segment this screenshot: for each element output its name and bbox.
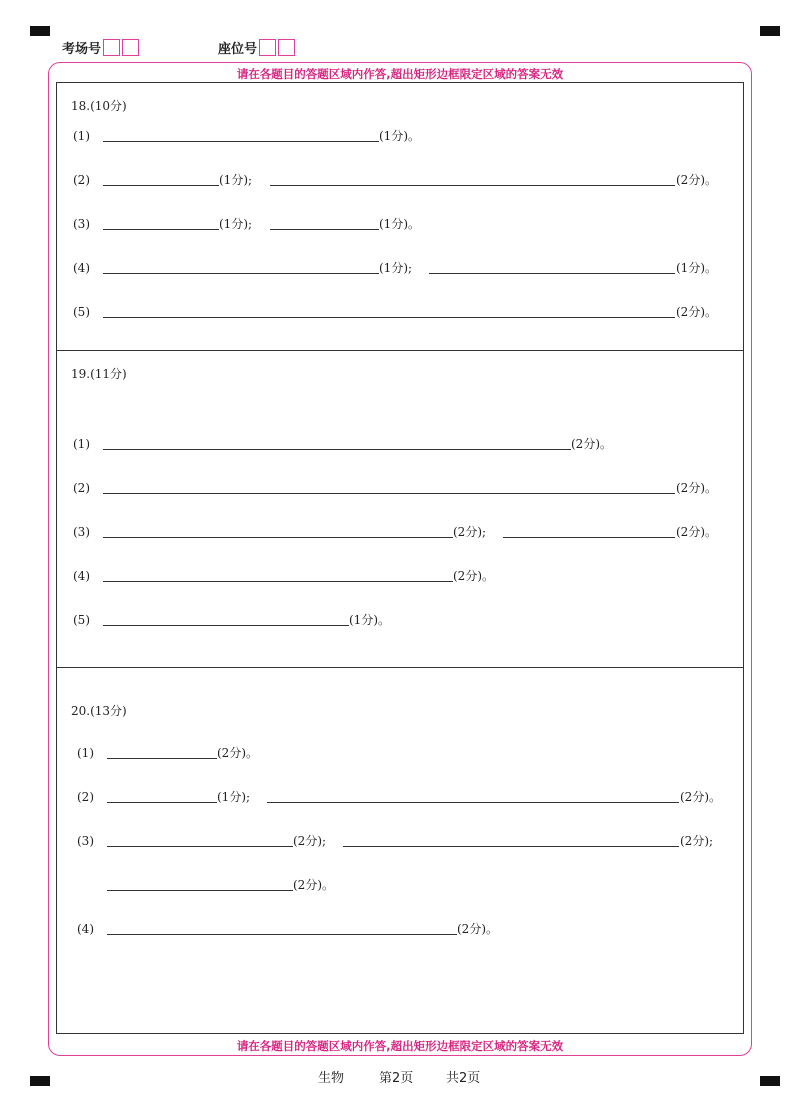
answer-blank[interactable] bbox=[103, 537, 453, 538]
footer-subject: 生物 bbox=[318, 1071, 345, 1086]
seat-field bbox=[218, 38, 295, 57]
question-19 bbox=[57, 351, 743, 668]
question-18 bbox=[57, 83, 743, 351]
answer-row bbox=[57, 834, 743, 852]
answer-blank[interactable] bbox=[107, 802, 217, 803]
score-text: (2分); bbox=[453, 525, 487, 539]
answer-row bbox=[57, 613, 743, 631]
answer-blank[interactable] bbox=[107, 934, 457, 935]
score-text: (2分); bbox=[293, 834, 327, 848]
question-title: 19.(11分) bbox=[71, 367, 127, 381]
score-text: (2分)。 bbox=[676, 525, 717, 539]
score-text: (2分)。 bbox=[453, 569, 494, 583]
score-text: (2分)。 bbox=[293, 878, 334, 892]
item-label: (4) bbox=[73, 261, 90, 275]
answer-blank[interactable] bbox=[267, 802, 679, 803]
score-text: (2分)。 bbox=[571, 437, 612, 451]
seat-box-2[interactable] bbox=[278, 39, 295, 56]
answer-blank[interactable] bbox=[503, 537, 675, 538]
item-label: (1) bbox=[73, 129, 90, 143]
score-text: (1分)。 bbox=[349, 613, 390, 627]
exam-room-field bbox=[62, 38, 139, 57]
score-text: (2分); bbox=[680, 834, 714, 848]
registration-mark-top-left bbox=[30, 26, 50, 36]
answer-row bbox=[57, 437, 743, 455]
answer-blank[interactable] bbox=[270, 185, 675, 186]
item-label: (1) bbox=[73, 437, 90, 451]
answer-blank[interactable] bbox=[103, 493, 675, 494]
notice-bottom: 请在各题目的答题区域内作答,超出矩形边框限定区域的答案无效 bbox=[236, 1039, 564, 1053]
score-text: (1分)。 bbox=[379, 217, 420, 231]
exam-room-box-2[interactable] bbox=[122, 39, 139, 56]
seat-box-1[interactable] bbox=[259, 39, 276, 56]
score-text: (1分); bbox=[217, 790, 251, 804]
item-label: (2) bbox=[73, 481, 90, 495]
score-text: (1分)。 bbox=[676, 261, 717, 275]
answer-blank[interactable] bbox=[107, 890, 293, 891]
answer-row bbox=[57, 569, 743, 587]
notice-top: 请在各题目的答题区域内作答,超出矩形边框限定区域的答案无效 bbox=[236, 67, 564, 81]
item-label: (2) bbox=[77, 790, 94, 804]
question-20 bbox=[57, 668, 743, 1033]
answer-blank[interactable] bbox=[103, 185, 219, 186]
registration-mark-bottom-right bbox=[760, 1076, 780, 1086]
answer-row bbox=[57, 878, 743, 896]
item-label: (2) bbox=[73, 173, 90, 187]
answer-blank[interactable] bbox=[103, 449, 571, 450]
score-text: (1分); bbox=[219, 217, 253, 231]
answer-row bbox=[57, 746, 743, 764]
exam-room-label: 考场号 bbox=[62, 42, 102, 57]
item-label: (3) bbox=[73, 217, 90, 231]
answer-row bbox=[57, 525, 743, 543]
answer-row bbox=[57, 129, 743, 147]
score-text: (2分)。 bbox=[680, 790, 721, 804]
answer-row bbox=[57, 217, 743, 235]
answer-blank[interactable] bbox=[103, 229, 219, 230]
answer-box bbox=[56, 82, 744, 1034]
answer-blank[interactable] bbox=[103, 273, 379, 274]
answer-blank[interactable] bbox=[107, 846, 293, 847]
footer-total-pages: 共2页 bbox=[446, 1071, 481, 1086]
score-text: (1分); bbox=[379, 261, 413, 275]
answer-blank[interactable] bbox=[103, 581, 453, 582]
answer-blank[interactable] bbox=[270, 229, 379, 230]
question-title: 20.(13分) bbox=[71, 704, 127, 718]
seat-label: 座位号 bbox=[218, 42, 258, 57]
item-label: (4) bbox=[77, 922, 94, 936]
score-text: (1分); bbox=[219, 173, 253, 187]
answer-blank[interactable] bbox=[103, 317, 675, 318]
answer-blank[interactable] bbox=[103, 625, 349, 626]
item-label: (4) bbox=[73, 569, 90, 583]
footer-page-number: 第2页 bbox=[379, 1071, 414, 1086]
score-text: (2分)。 bbox=[217, 746, 258, 760]
answer-blank[interactable] bbox=[429, 273, 675, 274]
item-label: (3) bbox=[73, 525, 90, 539]
item-label: (5) bbox=[73, 613, 90, 627]
score-text: (2分)。 bbox=[676, 305, 717, 319]
answer-blank[interactable] bbox=[343, 846, 679, 847]
question-title: 18.(10分) bbox=[71, 99, 127, 113]
exam-room-box-1[interactable] bbox=[103, 39, 120, 56]
item-label: (5) bbox=[73, 305, 90, 319]
answer-blank[interactable] bbox=[107, 758, 217, 759]
registration-mark-top-right bbox=[760, 26, 780, 36]
answer-row bbox=[57, 261, 743, 279]
answer-row bbox=[57, 790, 743, 808]
score-text: (2分)。 bbox=[457, 922, 498, 936]
registration-mark-bottom-left bbox=[30, 1076, 50, 1086]
score-text: (2分)。 bbox=[676, 173, 717, 187]
answer-blank[interactable] bbox=[103, 141, 379, 142]
answer-row bbox=[57, 305, 743, 323]
item-label: (1) bbox=[77, 746, 94, 760]
answer-row bbox=[57, 173, 743, 191]
score-text: (1分)。 bbox=[379, 129, 420, 143]
item-label: (3) bbox=[77, 834, 94, 848]
answer-row bbox=[57, 922, 743, 940]
score-text: (2分)。 bbox=[676, 481, 717, 495]
answer-row bbox=[57, 481, 743, 499]
